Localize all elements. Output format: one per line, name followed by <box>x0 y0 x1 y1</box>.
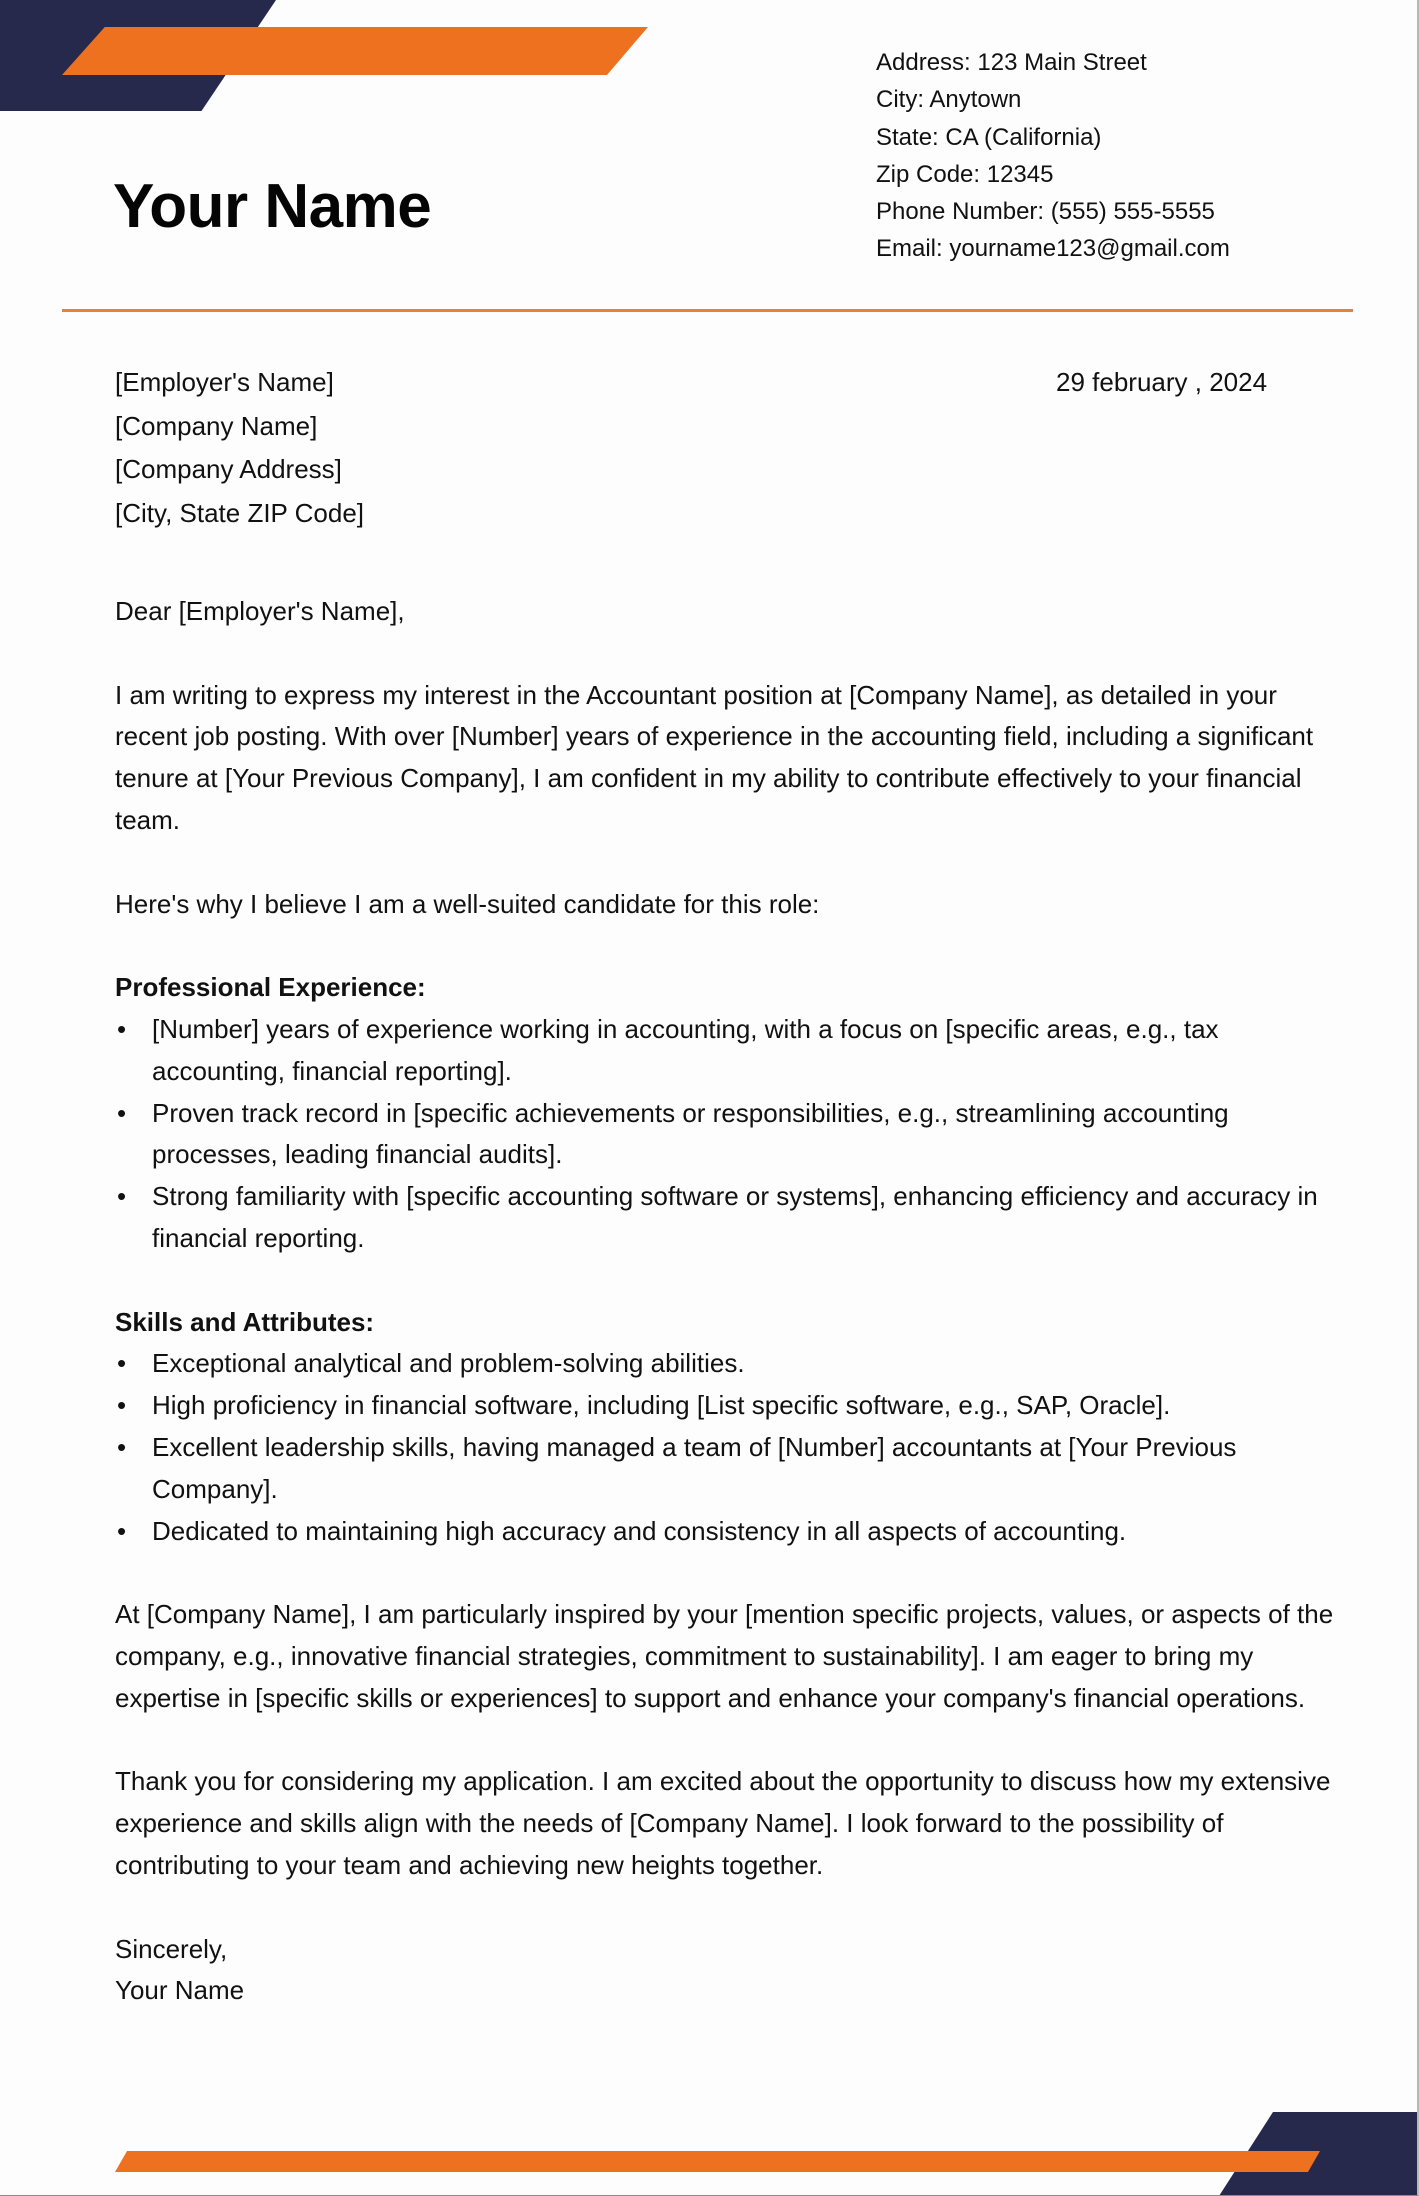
applicant-name: Your Name <box>113 172 432 241</box>
thanks-paragraph: Thank you for considering my application. I am excited about the opportunity to discuss how my extensive experience and skills align with the needs of [Company Name]. I look forward to the possibility of contributing to your team and achieving new heights together. <box>115 1766 1331 1880</box>
intro-paragraph: I am writing to express my interest in the Accountant position at [Company Name], as detailed in your recent job posting. With over [Number] years of experience in the accounting field, including a significant tenure at [Your Previous Company], I am confident in my ability to contribute effectively to your financial team. <box>115 679 1314 835</box>
list-item: • High proficiency in financial software, including [List specific software, e.g., SAP, Oracle]. <box>115 1385 1345 1427</box>
contact-email: Email: yourname123@gmail.com <box>876 235 1230 263</box>
contact-address: Address: 123 Main Street <box>876 49 1147 76</box>
skills-list <box>115 1343 1345 1552</box>
section-heading-skills: Skills and Attributes: <box>115 1306 375 1337</box>
list-item: • Proven track record in [specific achievements or responsibilities, e.g., streamlining accounting processes, leading financial audits]. <box>115 1093 1345 1177</box>
recipient-company-name: [Company Name] <box>115 410 318 441</box>
letter-body <box>115 591 1345 2012</box>
bullet-icon: • <box>117 1348 127 1379</box>
recipient-company-address: [Company Address] <box>115 454 342 485</box>
list-item: • Dedicated to maintaining high accuracy and consistency in all aspects of accounting. <box>115 1511 1345 1553</box>
bullet-icon: • <box>117 1431 127 1462</box>
company-paragraph: At [Company Name], I am particularly inspired by your [mention specific projects, values, or aspects of the company, e.g., innovative financial strategies, commitment to sustainability]. I am eager to bring my expertise in [specific skills or experiences] to support and enhance your company's financial operations. <box>115 1599 1334 1713</box>
bullet-icon: • <box>117 1097 127 1128</box>
list-item: • [Number] years of experience working in accounting, with a focus on [specific areas, e.g., tax accounting, financial reporting]. <box>115 1009 1345 1093</box>
recipient-employer-name: [Employer's Name] <box>115 367 334 397</box>
contact-zip: Zip Code: 12345 <box>876 160 1054 188</box>
contact-state: State: CA (California) <box>876 123 1102 151</box>
bullet-icon: • <box>117 1181 127 1212</box>
signature: Your Name <box>115 1975 245 2006</box>
letter-date: 29 february , 2024 <box>1056 367 1268 397</box>
contact-city: City: Anytown <box>876 86 1022 114</box>
contact-phone: Phone Number: (555) 555-5555 <box>876 198 1215 226</box>
bullet-icon: • <box>117 1515 127 1546</box>
header-divider <box>62 309 1353 312</box>
salutation: Dear [Employer's Name], <box>115 596 405 626</box>
closing: Sincerely, <box>115 1933 228 1964</box>
lead-in-paragraph: Here's why I believe I am a well-suited candidate for this role: <box>115 888 820 919</box>
recipient-city-state-zip: [City, State ZIP Code] <box>115 498 365 529</box>
contact-block <box>876 44 1230 268</box>
experience-list <box>115 1009 1345 1260</box>
bullet-icon: • <box>117 1390 127 1421</box>
list-item: • Strong familiarity with [specific accounting software or systems], enhancing efficiency and accuracy in financial reporting. <box>115 1176 1345 1260</box>
section-heading-experience: Professional Experience: <box>115 972 426 1003</box>
bullet-icon: • <box>117 1013 127 1044</box>
list-item: • Excellent leadership skills, having managed a team of [Number] accountants at [Your Previous Company]. <box>115 1427 1345 1511</box>
orange-accent-bar-top <box>62 27 648 75</box>
list-item: • Exceptional analytical and problem-solving abilities. <box>115 1343 1345 1385</box>
orange-accent-bar-bottom <box>115 2151 1320 2172</box>
recipient-block <box>115 361 364 536</box>
